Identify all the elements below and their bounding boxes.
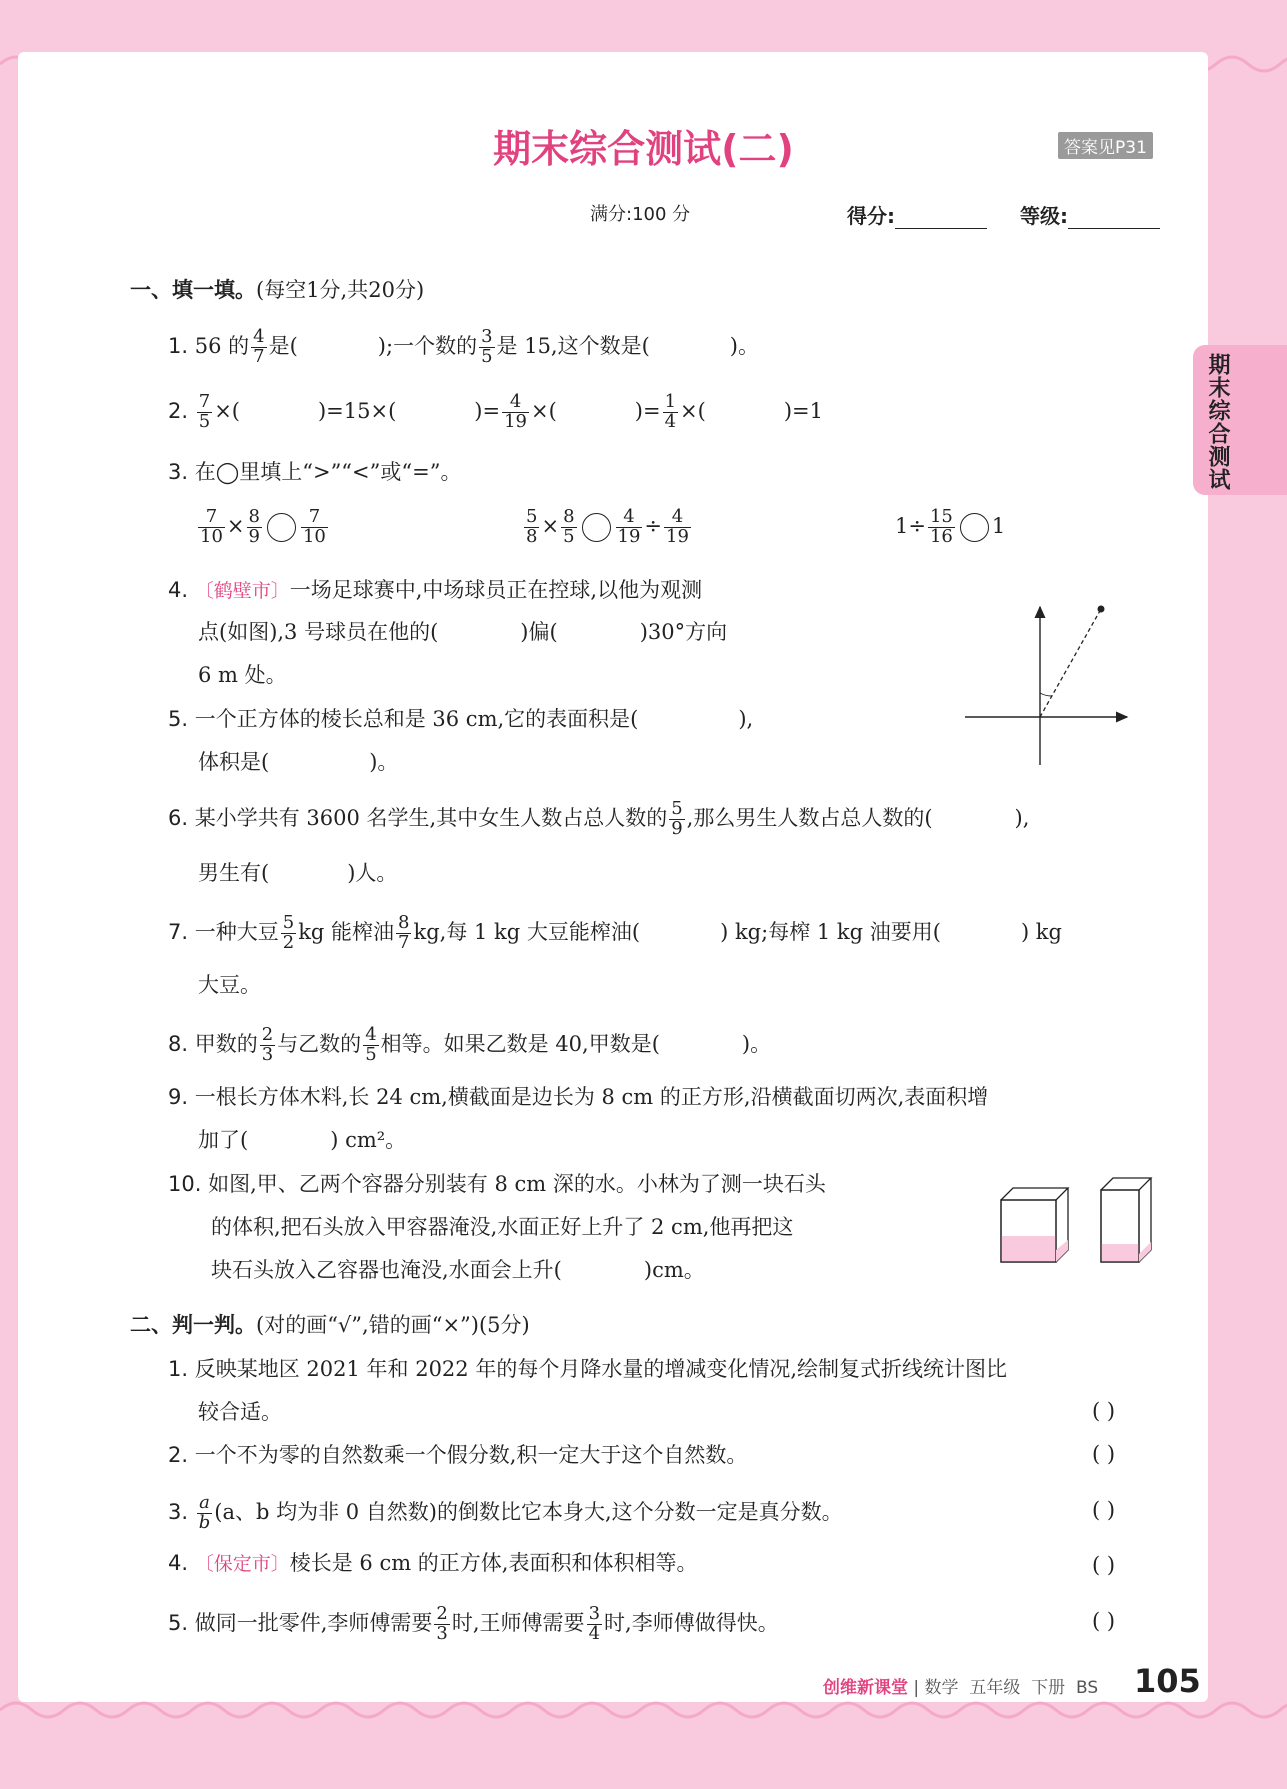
fraction xyxy=(561,508,576,547)
compare-circle[interactable] xyxy=(960,513,989,542)
q-text: 56 的 xyxy=(194,333,250,358)
section1-heading xyxy=(130,280,424,301)
q-text: )=1 xyxy=(783,398,823,423)
q-number: 3. xyxy=(168,1499,189,1524)
judge-answer-box-2[interactable]: ( ) xyxy=(1092,1442,1116,1466)
question-1-8 xyxy=(168,1026,771,1065)
region-tag: 〔保定市〕 xyxy=(194,1553,290,1575)
score-label: 得分: xyxy=(847,204,895,228)
q-number: 2. xyxy=(168,1443,189,1467)
numerator: 3 xyxy=(481,326,493,347)
judge-answer-box-1[interactable]: ( ) xyxy=(1092,1399,1116,1423)
question-2-3 xyxy=(168,1494,843,1533)
fraction xyxy=(664,508,691,547)
question-1-4-line3: 6 m 处。 xyxy=(198,663,287,687)
container-b xyxy=(1101,1178,1151,1262)
question-1-4 xyxy=(168,580,702,601)
q-text: 甲数的 xyxy=(194,1031,258,1056)
section1-note: (每空1分,共20分) xyxy=(256,278,425,302)
section1-title: 一、填一填。 xyxy=(130,278,256,302)
containers-diagram xyxy=(995,1170,1200,1310)
denominator: 5 xyxy=(481,345,493,367)
q-text: 做同一批零件,李师傅需要 xyxy=(194,1610,433,1635)
footer-brand: 创维新课堂 xyxy=(823,1678,908,1698)
q-text: 点(如图),3 号球员在他的( xyxy=(198,620,439,644)
denominator: 4 xyxy=(664,410,677,432)
q-number: 5. xyxy=(168,1610,189,1635)
question-1-7-line2: 大豆。 xyxy=(198,973,261,997)
denominator: 3 xyxy=(261,1043,274,1065)
q-text: )人。 xyxy=(347,861,398,885)
denominator: 5 xyxy=(365,1043,377,1065)
fraction xyxy=(301,508,328,547)
question-2-2 xyxy=(168,1445,747,1466)
q-text: kg 能榨油 xyxy=(298,919,395,944)
q-text: kg,每 1 kg 大豆能榨油( xyxy=(413,919,641,944)
q-text: )。 xyxy=(741,1031,772,1056)
q-text: ×( xyxy=(680,398,706,423)
q-text: 加了( xyxy=(198,1128,249,1152)
numerator: 8 xyxy=(563,506,575,527)
denominator: 10 xyxy=(302,525,326,547)
fraction xyxy=(587,1605,602,1644)
q-text: )。 xyxy=(729,333,759,358)
q-text: ) kg xyxy=(1020,919,1062,944)
numerator: 5 xyxy=(282,912,295,933)
q-text: 一个不为零的自然数乘一个假分数,积一定大于这个自然数。 xyxy=(194,1443,748,1467)
q-text: 体积是( xyxy=(198,750,270,774)
side-tab-label: 期末综合测试 xyxy=(1205,353,1230,491)
q-text: )。 xyxy=(369,750,399,774)
grade-blank[interactable] xyxy=(1068,208,1160,229)
q-text: 时,王师傅需要 xyxy=(451,1610,585,1635)
fraction xyxy=(669,800,684,839)
q-text: ,那么男生人数占总人数的( xyxy=(686,805,933,830)
q-text: 一根长方体木料,长 24 cm,横截面是边长为 8 cm 的正方形,沿横截面切两次,表面积增 xyxy=(194,1085,989,1109)
operator: × xyxy=(226,513,245,538)
fraction xyxy=(363,1026,378,1065)
numerator: 7 xyxy=(198,508,225,528)
numerator: 4 xyxy=(253,326,265,347)
q-text: 在◯里填上“>”“<”或“=”。 xyxy=(194,460,462,484)
q-number: 1. xyxy=(168,333,189,358)
q-number: 7. xyxy=(168,919,189,944)
judge-answer-box-3[interactable]: ( ) xyxy=(1092,1498,1116,1522)
operator: ÷ xyxy=(644,513,663,538)
player-3-dot xyxy=(1098,606,1105,613)
page-number: 105 xyxy=(1134,1662,1201,1700)
denominator: 3 xyxy=(436,1622,448,1644)
score-field xyxy=(847,200,987,229)
fraction xyxy=(198,508,225,547)
numerator: 8 xyxy=(248,506,260,527)
q-number: 5. xyxy=(168,707,189,731)
numerator: 15 xyxy=(929,506,953,527)
denominator: 19 xyxy=(617,525,641,547)
q-text: ), xyxy=(1014,805,1030,830)
region-tag: 〔鹤壁市〕 xyxy=(194,580,290,602)
numerator: 7 xyxy=(301,508,328,528)
numerator: 4 xyxy=(664,508,691,528)
side-chapter-tab xyxy=(1193,345,1287,495)
fraction xyxy=(251,328,266,367)
q-text: 1 xyxy=(991,513,1006,538)
answer-reference-badge: 答案见P31 xyxy=(1058,132,1153,159)
denominator: 19 xyxy=(504,410,527,432)
denominator: 7 xyxy=(398,931,410,953)
section2-heading xyxy=(130,1315,530,1336)
compare-expression-1 xyxy=(196,508,330,547)
question-1-2 xyxy=(168,393,823,432)
q-number: 2. xyxy=(168,398,189,423)
denominator: 8 xyxy=(526,525,538,547)
compare-circle[interactable] xyxy=(267,513,296,542)
q-text: 是 15,这个数是( xyxy=(496,333,650,358)
fraction xyxy=(616,508,643,547)
numerator: 1 xyxy=(664,391,677,412)
question-1-5 xyxy=(168,709,753,730)
numerator: 5 xyxy=(526,506,538,527)
q-number: 8. xyxy=(168,1031,189,1056)
question-2-1-line2: 较合适。 xyxy=(198,1400,282,1424)
q-text: )= xyxy=(634,398,661,423)
numerator: 5 xyxy=(671,798,683,819)
fraction xyxy=(197,1494,213,1533)
compare-expression-3 xyxy=(895,508,1005,547)
numerator: 8 xyxy=(398,912,410,933)
question-1-4-line2 xyxy=(198,622,727,643)
numerator: 4 xyxy=(502,393,529,413)
denominator: 10 xyxy=(200,525,223,547)
q-text: 一个正方体的棱长总和是 36 cm,它的表面积是( xyxy=(194,707,639,731)
q-text: 块石头放入乙容器也淹没,水面会上升( xyxy=(211,1258,562,1282)
section2-title: 二、判一判。 xyxy=(130,1313,256,1337)
full-score: 满分:100 分 xyxy=(590,204,691,225)
q-text: )= xyxy=(474,398,501,423)
compare-circle[interactable] xyxy=(582,513,611,542)
q-number: 4. xyxy=(168,1551,189,1575)
q-number: 10. xyxy=(168,1172,202,1196)
q-text: )偏( xyxy=(520,620,558,644)
numerator: 7 xyxy=(198,391,211,412)
q-text: ×( xyxy=(531,398,557,423)
denominator: 9 xyxy=(671,817,683,839)
numerator: 4 xyxy=(616,508,643,528)
q-text: 一场足球赛中,中场球员正在控球,以他为观测 xyxy=(289,578,703,602)
q-text: 反映某地区 2021 年和 2022 年的每个月降水量的增减变化情况,绘制复式折线统计图比 xyxy=(194,1357,1007,1381)
fraction xyxy=(502,393,529,432)
numerator: 3 xyxy=(588,1603,601,1624)
question-2-4 xyxy=(168,1553,698,1574)
question-2-5 xyxy=(168,1605,779,1644)
fraction xyxy=(260,1026,275,1065)
denominator: 19 xyxy=(666,525,689,547)
numerator: 4 xyxy=(365,1024,377,1045)
question-1-6 xyxy=(168,800,1029,839)
q-text: 男生有( xyxy=(198,861,270,885)
q-text: 时,李师傅做得快。 xyxy=(604,1610,779,1635)
q-text: 与乙数的 xyxy=(277,1031,362,1056)
fraction xyxy=(434,1605,449,1644)
q-number: 1. xyxy=(168,1357,189,1381)
q-text: (a、b 均为非 0 自然数)的倒数比它本身大,这个分数一定是真分数。 xyxy=(214,1499,843,1524)
compass-diagram xyxy=(925,575,1155,775)
fraction xyxy=(197,393,212,432)
fraction xyxy=(524,508,539,547)
q-text: )cm。 xyxy=(643,1258,705,1282)
question-1-5-line2 xyxy=(198,752,398,773)
denominator: 2 xyxy=(282,931,295,953)
denominator: 5 xyxy=(563,525,575,547)
fraction xyxy=(663,393,678,432)
q-text: 是( xyxy=(268,333,298,358)
denominator: 9 xyxy=(248,525,260,547)
denominator: 7 xyxy=(253,345,265,367)
page-title: 期末综合测试(二) xyxy=(493,127,794,171)
footer-grade: 五年级 xyxy=(969,1678,1021,1698)
question-1-6-line2 xyxy=(198,863,397,884)
question-1-9 xyxy=(168,1087,988,1108)
footer-term: 下册 xyxy=(1031,1678,1066,1698)
question-1-7 xyxy=(168,914,1062,953)
q-text: 如图,甲、乙两个容器分别装有 8 cm 深的水。小林为了测一块石头 xyxy=(208,1172,826,1196)
grade-field xyxy=(1020,200,1160,229)
q-text: 一种大豆 xyxy=(194,919,279,944)
footer-edition: BS xyxy=(1075,1678,1099,1698)
compare-expression-2 xyxy=(522,508,693,547)
question-1-10-line2: 的体积,把石头放入甲容器淹没,水面正好上升了 2 cm,他再把这 xyxy=(211,1215,794,1239)
q-text: ×( xyxy=(214,398,240,423)
q-text: 1÷ xyxy=(895,513,926,538)
q-text: 棱长是 6 cm 的正方体,表面积和体积相等。 xyxy=(289,1551,698,1575)
section2-note: (对的画“√”,错的画“×”)(5分) xyxy=(256,1313,530,1337)
q-text: 相等。如果乙数是 40,甲数是( xyxy=(380,1031,660,1056)
fraction xyxy=(281,914,296,953)
q-text: );一个数的 xyxy=(377,333,478,358)
q-text: ) kg;每榨 1 kg 油要用( xyxy=(720,919,941,944)
denominator: 16 xyxy=(929,525,953,547)
grade-label: 等级: xyxy=(1020,204,1068,228)
denominator: 4 xyxy=(588,1622,601,1644)
footer-subject: 数学 xyxy=(924,1678,959,1698)
judge-answer-box-5[interactable]: ( ) xyxy=(1092,1609,1116,1633)
q-text: )=15×( xyxy=(317,398,397,423)
score-blank[interactable] xyxy=(895,208,987,229)
fraction xyxy=(479,328,494,367)
q-text: ), xyxy=(738,707,754,731)
fraction xyxy=(247,508,262,547)
q-text: )30°方向 xyxy=(639,620,728,644)
q-number: 6. xyxy=(168,805,189,830)
operator: × xyxy=(541,513,560,538)
denominator: b xyxy=(198,1511,211,1533)
q-text: ) cm²。 xyxy=(330,1128,407,1152)
numerator: a xyxy=(197,1494,213,1514)
question-1-3 xyxy=(168,462,461,483)
numerator: 2 xyxy=(436,1603,448,1624)
denominator: 5 xyxy=(198,410,211,432)
question-1-1 xyxy=(168,328,759,367)
q-number: 4. xyxy=(168,578,189,602)
container-a xyxy=(1001,1188,1068,1262)
angle-arc xyxy=(1040,693,1052,696)
question-1-10 xyxy=(168,1174,826,1195)
fraction xyxy=(928,508,955,547)
q-number: 3. xyxy=(168,460,189,484)
question-1-10-line3 xyxy=(211,1260,705,1281)
direction-line xyxy=(1040,609,1101,717)
q-text: 某小学共有 3600 名学生,其中女生人数占总人数的 xyxy=(194,805,668,830)
footer-info: 创维新课堂 | 数学 五年级 下册 BS xyxy=(823,1678,1099,1698)
numerator: 2 xyxy=(261,1024,274,1045)
question-1-9-line2 xyxy=(198,1130,406,1151)
fraction xyxy=(396,914,411,953)
question-2-1 xyxy=(168,1359,1007,1380)
judge-answer-box-4[interactable]: ( ) xyxy=(1092,1553,1116,1577)
q-number: 9. xyxy=(168,1085,189,1109)
